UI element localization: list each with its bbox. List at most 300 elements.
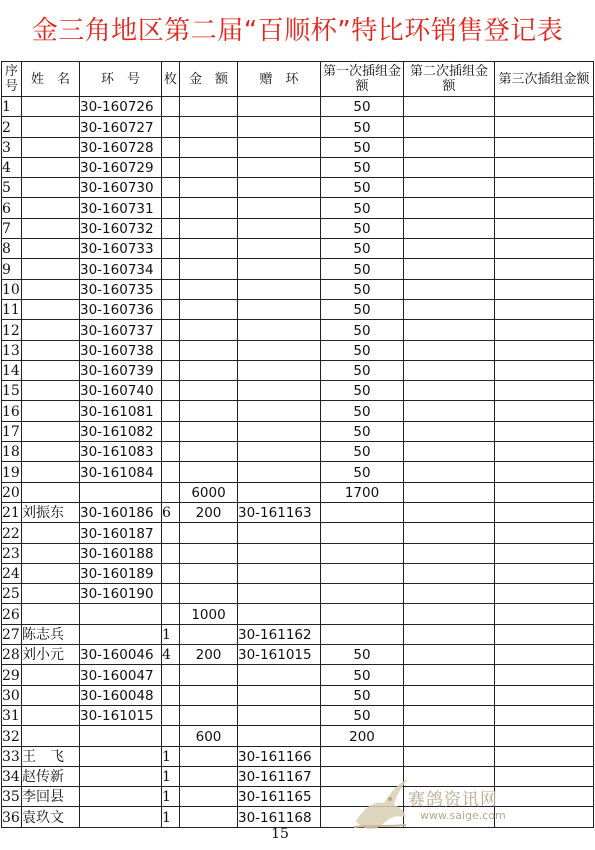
table-row [2,340,594,360]
insert2-amount-cell [404,645,495,665]
gift-ring-cell [238,462,321,482]
insert2-amount-cell [404,157,495,177]
gift-ring-cell: 30-161168 [238,807,321,827]
ring-count-cell [162,401,180,421]
gift-ring-cell [238,381,321,401]
insert3-amount-cell [495,726,594,746]
gift-ring-cell: 30-161162 [238,624,321,644]
buyer-name-cell [22,381,80,401]
ring-number-cell: 30-160738 [80,340,162,360]
insert2-amount-cell [404,97,495,117]
ring-count-cell [162,198,180,218]
ring-number-cell: 30-160726 [80,97,162,117]
ring-number-cell: 30-160733 [80,239,162,259]
buyer-name-cell [22,543,80,563]
insert2-amount-cell [404,320,495,340]
insert1-amount-cell: 50 [321,421,404,441]
gift-ring-cell: 30-161165 [238,787,321,807]
amount-cell [180,340,238,360]
amount-cell [180,178,238,198]
insert1-amount-cell: 50 [321,665,404,685]
table-row [2,401,594,421]
gift-ring-cell [238,482,321,502]
ring-count-cell [162,218,180,238]
row-number-cell: 21 [2,502,22,522]
ring-number-cell: 30-160734 [80,259,162,279]
row-number-cell: 35 [2,787,22,807]
gift-ring-cell [238,584,321,604]
ring-number-cell [80,604,162,624]
insert3-amount-cell [495,502,594,522]
insert1-amount-cell: 50 [321,462,404,482]
insert3-amount-cell [495,198,594,218]
insert1-amount-cell [321,523,404,543]
gift-ring-cell [238,523,321,543]
table-row [2,299,594,319]
amount-cell [180,421,238,441]
row-number-cell: 33 [2,746,22,766]
table-row [2,360,594,380]
insert2-amount-cell [404,462,495,482]
amount-cell [180,766,238,786]
ring-number-cell: 30-160730 [80,178,162,198]
gift-ring-cell [238,604,321,624]
insert2-amount-cell [404,543,495,563]
insert1-amount-cell: 50 [321,299,404,319]
ring-count-cell: 1 [162,807,180,827]
insert1-amount-cell [321,584,404,604]
gift-ring-cell [238,421,321,441]
ring-count-cell [162,157,180,177]
insert2-amount-cell [404,401,495,421]
buyer-name-cell [22,604,80,624]
table-row [2,157,594,177]
table-row [2,218,594,238]
insert3-amount-cell [495,685,594,705]
ring-count-cell [162,97,180,117]
header-name: 姓 名 [22,62,80,97]
amount-cell [180,239,238,259]
row-number-cell: 5 [2,178,22,198]
buyer-name-cell [22,421,80,441]
insert2-amount-cell [404,218,495,238]
table-row [2,584,594,604]
insert3-amount-cell [495,665,594,685]
insert2-amount-cell [404,705,495,725]
insert2-amount-cell [404,299,495,319]
ring-count-cell [162,299,180,319]
row-number-cell: 10 [2,279,22,299]
insert1-amount-cell: 50 [321,442,404,462]
insert2-amount-cell [404,685,495,705]
gift-ring-cell [238,360,321,380]
ring-number-cell: 30-160190 [80,584,162,604]
amount-cell [180,665,238,685]
insert1-amount-cell: 50 [321,320,404,340]
amount-cell: 200 [180,645,238,665]
insert3-amount-cell [495,645,594,665]
insert1-amount-cell [321,502,404,522]
table-row [2,279,594,299]
insert2-amount-cell [404,340,495,360]
ring-number-cell: 30-160188 [80,543,162,563]
gift-ring-cell [238,157,321,177]
amount-cell [180,299,238,319]
gift-ring-cell [238,137,321,157]
ring-count-cell [162,685,180,705]
ring-count-cell [162,665,180,685]
insert1-amount-cell: 50 [321,401,404,421]
pigeon-logo-icon [350,775,410,835]
row-number-cell: 32 [2,726,22,746]
ring-count-cell [162,239,180,259]
insert3-amount-cell [495,624,594,644]
ring-number-cell: 30-160737 [80,320,162,340]
row-number-cell: 18 [2,442,22,462]
amount-cell [180,157,238,177]
insert3-amount-cell [495,97,594,117]
row-number-cell: 13 [2,340,22,360]
insert3-amount-cell [495,563,594,583]
row-number-cell: 27 [2,624,22,644]
ring-number-cell: 30-161015 [80,705,162,725]
row-number-cell: 6 [2,198,22,218]
buyer-name-cell [22,320,80,340]
ring-number-cell: 30-160736 [80,299,162,319]
gift-ring-cell [238,279,321,299]
table-row [2,726,594,746]
insert1-amount-cell: 200 [321,726,404,746]
insert2-amount-cell [404,239,495,259]
table-row [2,645,594,665]
insert2-amount-cell [404,279,495,299]
header-gift: 赠 环 [238,62,321,97]
ring-number-cell [80,746,162,766]
insert3-amount-cell [495,259,594,279]
row-number-cell: 19 [2,462,22,482]
insert1-amount-cell: 50 [321,259,404,279]
row-number-cell: 28 [2,645,22,665]
amount-cell: 6000 [180,482,238,502]
row-number-cell: 16 [2,401,22,421]
insert2-amount-cell [404,563,495,583]
insert1-amount-cell: 1700 [321,482,404,502]
insert1-amount-cell: 50 [321,685,404,705]
ring-count-cell [162,563,180,583]
ring-number-cell: 30-161082 [80,421,162,441]
buyer-name-cell [22,239,80,259]
amount-cell [180,584,238,604]
table-row [2,543,594,563]
insert3-amount-cell [495,320,594,340]
row-number-cell: 11 [2,299,22,319]
row-number-cell: 23 [2,543,22,563]
ring-number-cell: 30-160740 [80,381,162,401]
row-number-cell: 9 [2,259,22,279]
header-insert2: 第二次插组金额 [404,62,495,97]
buyer-name-cell [22,299,80,319]
gift-ring-cell [238,563,321,583]
ring-count-cell [162,604,180,624]
gift-ring-cell [238,726,321,746]
table-row [2,381,594,401]
insert2-amount-cell [404,665,495,685]
ring-count-cell [162,117,180,137]
table-row [2,117,594,137]
ring-number-cell: 30-161083 [80,442,162,462]
gift-ring-cell [238,543,321,563]
insert3-amount-cell [495,239,594,259]
insert2-amount-cell [404,178,495,198]
buyer-name-cell [22,198,80,218]
ring-count-cell: 6 [162,502,180,522]
insert2-amount-cell [404,523,495,543]
insert1-amount-cell: 50 [321,117,404,137]
table-row [2,685,594,705]
insert1-amount-cell [321,624,404,644]
amount-cell [180,137,238,157]
ring-count-cell [162,421,180,441]
amount-cell [180,787,238,807]
amount-cell [180,97,238,117]
insert3-amount-cell [495,401,594,421]
table-row [2,462,594,482]
row-number-cell: 2 [2,117,22,137]
ring-count-cell: 1 [162,766,180,786]
ring-count-cell [162,279,180,299]
buyer-name-cell [22,117,80,137]
insert1-amount-cell: 50 [321,340,404,360]
ring-number-cell [80,726,162,746]
table-row [2,563,594,583]
page-number: 15 [271,826,289,842]
amount-cell [180,218,238,238]
row-number-cell: 30 [2,685,22,705]
amount-cell [180,746,238,766]
insert3-amount-cell [495,137,594,157]
gift-ring-cell: 30-161167 [238,766,321,786]
buyer-name-cell: 赵传新 [22,766,80,786]
insert3-amount-cell [495,543,594,563]
ring-count-cell [162,442,180,462]
buyer-name-cell [22,442,80,462]
insert1-amount-cell: 50 [321,198,404,218]
buyer-name-cell [22,401,80,421]
buyer-name-cell [22,178,80,198]
amount-cell [180,807,238,827]
ring-count-cell [162,584,180,604]
insert3-amount-cell [495,584,594,604]
ring-number-cell: 30-160189 [80,563,162,583]
insert1-amount-cell: 50 [321,360,404,380]
row-number-cell: 12 [2,320,22,340]
ring-number-cell: 30-160187 [80,523,162,543]
insert1-amount-cell: 50 [321,157,404,177]
insert2-amount-cell [404,381,495,401]
insert3-amount-cell [495,604,594,624]
insert1-amount-cell [321,563,404,583]
ring-number-cell [80,624,162,644]
ring-number-cell: 30-160046 [80,645,162,665]
gift-ring-cell [238,340,321,360]
buyer-name-cell [22,340,80,360]
ring-number-cell: 30-160047 [80,665,162,685]
table-row [2,523,594,543]
watermark [350,775,560,835]
table-row [2,97,594,117]
table-row [2,137,594,157]
buyer-name-cell: 袁玖文 [22,807,80,827]
table-row [2,482,594,502]
ring-count-cell [162,320,180,340]
amount-cell [180,462,238,482]
buyer-name-cell [22,259,80,279]
ring-count-cell [162,462,180,482]
insert1-amount-cell: 50 [321,218,404,238]
gift-ring-cell [238,685,321,705]
ring-number-cell: 30-160732 [80,218,162,238]
amount-cell [180,320,238,340]
header-ring: 环 号 [80,62,162,97]
buyer-name-cell [22,360,80,380]
insert3-amount-cell [495,340,594,360]
buyer-name-cell [22,97,80,117]
amount-cell: 1000 [180,604,238,624]
buyer-name-cell [22,462,80,482]
insert3-amount-cell [495,218,594,238]
insert1-amount-cell: 50 [321,279,404,299]
gift-ring-cell [238,705,321,725]
insert2-amount-cell [404,584,495,604]
insert2-amount-cell [404,726,495,746]
ring-count-cell [162,340,180,360]
ring-count-cell [162,705,180,725]
insert2-amount-cell [404,198,495,218]
gift-ring-cell [238,218,321,238]
ring-number-cell [80,766,162,786]
table-row [2,320,594,340]
buyer-name-cell [22,137,80,157]
watermark-url: www.saige.com [420,809,506,822]
insert3-amount-cell [495,178,594,198]
buyer-name-cell [22,705,80,725]
ring-count-cell [162,726,180,746]
table-row [2,604,594,624]
ring-count-cell [162,137,180,157]
ring-number-cell: 30-161081 [80,401,162,421]
table-row [2,624,594,644]
row-number-cell: 17 [2,421,22,441]
ring-count-cell [162,543,180,563]
gift-ring-cell [238,299,321,319]
ring-number-cell [80,787,162,807]
header-row [2,62,594,97]
gift-ring-cell: 30-161163 [238,502,321,522]
insert3-amount-cell [495,157,594,177]
amount-cell [180,401,238,421]
header-qty: 枚 [162,62,180,97]
amount-cell [180,198,238,218]
amount-cell [180,543,238,563]
buyer-name-cell: 李回县 [22,787,80,807]
gift-ring-cell [238,198,321,218]
header-no: 序号 [2,62,22,97]
insert3-amount-cell [495,421,594,441]
amount-cell [180,442,238,462]
buyer-name-cell [22,279,80,299]
row-number-cell: 25 [2,584,22,604]
gift-ring-cell [238,117,321,137]
amount-cell [180,360,238,380]
ring-number-cell: 30-160729 [80,157,162,177]
amount-cell [180,685,238,705]
ring-number-cell: 30-160731 [80,198,162,218]
insert3-amount-cell [495,299,594,319]
amount-cell [180,381,238,401]
amount-cell: 200 [180,502,238,522]
insert1-amount-cell [321,543,404,563]
insert3-amount-cell [495,482,594,502]
gift-ring-cell [238,442,321,462]
row-number-cell: 22 [2,523,22,543]
row-number-cell: 8 [2,239,22,259]
insert1-amount-cell: 50 [321,705,404,725]
buyer-name-cell [22,218,80,238]
gift-ring-cell: 30-161166 [238,746,321,766]
insert1-amount-cell: 50 [321,97,404,117]
amount-cell [180,117,238,137]
table-row [2,421,594,441]
insert2-amount-cell [404,746,495,766]
amount-cell: 600 [180,726,238,746]
buyer-name-cell: 刘小元 [22,645,80,665]
buyer-name-cell [22,685,80,705]
row-number-cell: 4 [2,157,22,177]
buyer-name-cell [22,482,80,502]
amount-cell [180,563,238,583]
header-amount: 金 额 [180,62,238,97]
table-row [2,705,594,725]
amount-cell [180,523,238,543]
insert3-amount-cell [495,462,594,482]
gift-ring-cell [238,665,321,685]
ring-count-cell [162,178,180,198]
insert3-amount-cell [495,746,594,766]
insert1-amount-cell: 50 [321,645,404,665]
insert3-amount-cell [495,360,594,380]
insert1-amount-cell: 50 [321,381,404,401]
buyer-name-cell [22,523,80,543]
amount-cell [180,624,238,644]
header-insert1: 第一次插组金额 [321,62,404,97]
insert2-amount-cell [404,117,495,137]
gift-ring-cell: 30-161015 [238,645,321,665]
insert3-amount-cell [495,705,594,725]
row-number-cell: 20 [2,482,22,502]
row-number-cell: 1 [2,97,22,117]
insert3-amount-cell [495,523,594,543]
table-row [2,239,594,259]
gift-ring-cell [238,97,321,117]
insert3-amount-cell [495,442,594,462]
ring-count-cell [162,523,180,543]
ring-count-cell: 1 [162,624,180,644]
row-number-cell: 34 [2,766,22,786]
gift-ring-cell [238,239,321,259]
ring-number-cell: 30-160186 [80,502,162,522]
row-number-cell: 3 [2,137,22,157]
row-number-cell: 14 [2,360,22,380]
